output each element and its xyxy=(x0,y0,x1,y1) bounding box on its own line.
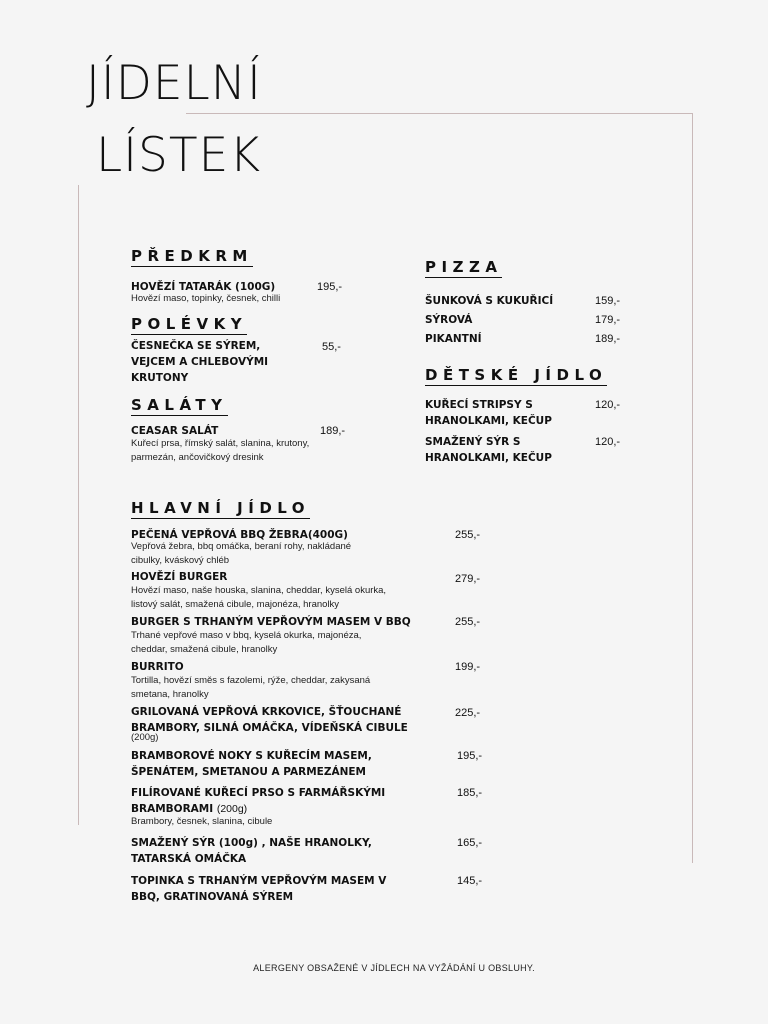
dish-name: KUŘECÍ STRIPSY S HRANOLKAMI, KEČUP xyxy=(425,399,552,427)
dish-name: ČESNEČKA SE SÝREM, VEJCEM A CHLEBOVÝMI KRUTONY xyxy=(131,340,269,384)
dish-price: 165,- xyxy=(457,837,483,849)
dish-description: Trhané vepřové maso v bbq, kyselá okurka, majonéza, cheddar, smažená cibule, hranolky xyxy=(131,630,362,655)
page-title-line1: JÍDELNÍ xyxy=(86,56,262,111)
dish-price: 255,- xyxy=(455,616,481,628)
section-heading-detske: DĚTSKÉ JÍDLO xyxy=(425,366,608,384)
decorative-frame-right xyxy=(692,113,693,863)
dish-price: 225,- xyxy=(455,707,481,719)
dish-description: Kuřecí prsa, římský salát, slanina, krutony, parmezán, ančovičkový dresink xyxy=(131,438,310,463)
dish-name: PIKANTNÍ xyxy=(425,333,482,345)
dish-name: BURRITO xyxy=(131,661,184,673)
dish-price: 159,- xyxy=(595,295,621,307)
decorative-frame-top xyxy=(186,113,693,114)
dish-description: Hovězí maso, naše houska, slanina, cheddar, kyselá okurka, listový salát, smažená cibule, majonéza, hranolky xyxy=(131,585,387,610)
dish-price: 195,- xyxy=(317,281,343,293)
dish-name: ŠUNKOVÁ S KUKUŘICÍ xyxy=(425,295,554,307)
dish-description: Vepřová žebra, bbq omáčka, beraní rohy, nakládané cibulky, kváskový chléb xyxy=(131,541,352,566)
dish-price: 120,- xyxy=(595,399,621,411)
dish-name: HOVĚZÍ BURGER xyxy=(131,571,228,583)
dish-name: SMAŽENÝ SÝR S HRANOLKAMI, KEČUP xyxy=(425,436,552,464)
dish-name: CEASAR SALÁT xyxy=(131,425,219,437)
dish-price: 189,- xyxy=(595,333,621,345)
dish-price: 255,- xyxy=(455,529,481,541)
dish-price: 179,- xyxy=(595,314,621,326)
dish-name: SMAŽENÝ SÝR (100g) , NAŠE HRANOLKY, TATARSKÁ OMÁČKA xyxy=(131,837,372,865)
dish-name: BURGER S TRHANÝM VEPŘOVÝM MASEM V BBQ xyxy=(131,616,411,628)
dish-price: 145,- xyxy=(457,875,483,887)
dish-price: 195,- xyxy=(457,750,483,762)
dish-name: GRILOVANÁ VEPŘOVÁ KRKOVICE, ŠŤOUCHANÉ BRAMBORY, SILNÁ OMÁČKA, VÍDEŇSKÁ CIBULE xyxy=(131,706,408,734)
dish-description: Hovězí maso, topinky, česnek, chilli xyxy=(131,293,281,304)
section-heading-salaty: SALÁTY xyxy=(131,396,228,414)
allergen-footer-note: ALERGENY OBSAŽENÉ V JÍDLECH NA VYŽÁDÁNÍ U OBSLUHY. xyxy=(253,963,535,973)
section-heading-pizza: PIZZA xyxy=(425,258,503,276)
dish-price: 185,- xyxy=(457,787,483,799)
dish-note: (200g) xyxy=(131,732,159,743)
dish-name: HOVĚZÍ TATARÁK (100G) xyxy=(131,281,276,293)
section-heading-hlavni: HLAVNÍ JÍDLO xyxy=(131,499,311,517)
section-heading-polevky: POLÉVKY xyxy=(131,315,248,333)
dish-name: TOPINKA S TRHANÝM VEPŘOVÝM MASEM V BBQ, GRATINOVANÁ SÝREM xyxy=(131,875,387,903)
dish-price: 189,- xyxy=(320,425,346,437)
dish-name: PEČENÁ VEPŘOVÁ BBQ ŽEBRA(400G) xyxy=(131,529,348,541)
dish-name: SÝROVÁ xyxy=(425,314,473,326)
dish-price: 199,- xyxy=(455,661,481,673)
dish-price: 120,- xyxy=(595,436,621,448)
decorative-frame-left xyxy=(78,185,79,825)
dish-price: 55,- xyxy=(322,341,341,353)
page-title-line2: LÍSTEK xyxy=(96,128,262,183)
dish-name: BRAMBOROVÉ NOKY S KUŘECÍM MASEM, ŠPENÁTEM, SMETANOU A PARMEZÁNEM xyxy=(131,750,372,778)
section-heading-predkrm: PŘEDKRM xyxy=(131,247,253,265)
dish-description: Brambory, česnek, slanina, cibule xyxy=(131,816,273,827)
dish-name: FILÍROVANÉ KUŘECÍ PRSO S FARMÁŘSKÝMI BRAMBORAMI (200g) xyxy=(131,787,386,815)
dish-note: (200g) xyxy=(216,803,248,815)
dish-price: 279,- xyxy=(455,573,481,585)
dish-description: Tortilla, hovězí směs s fazolemi, rýže, cheddar, zakysaná smetana, hranolky xyxy=(131,675,371,700)
